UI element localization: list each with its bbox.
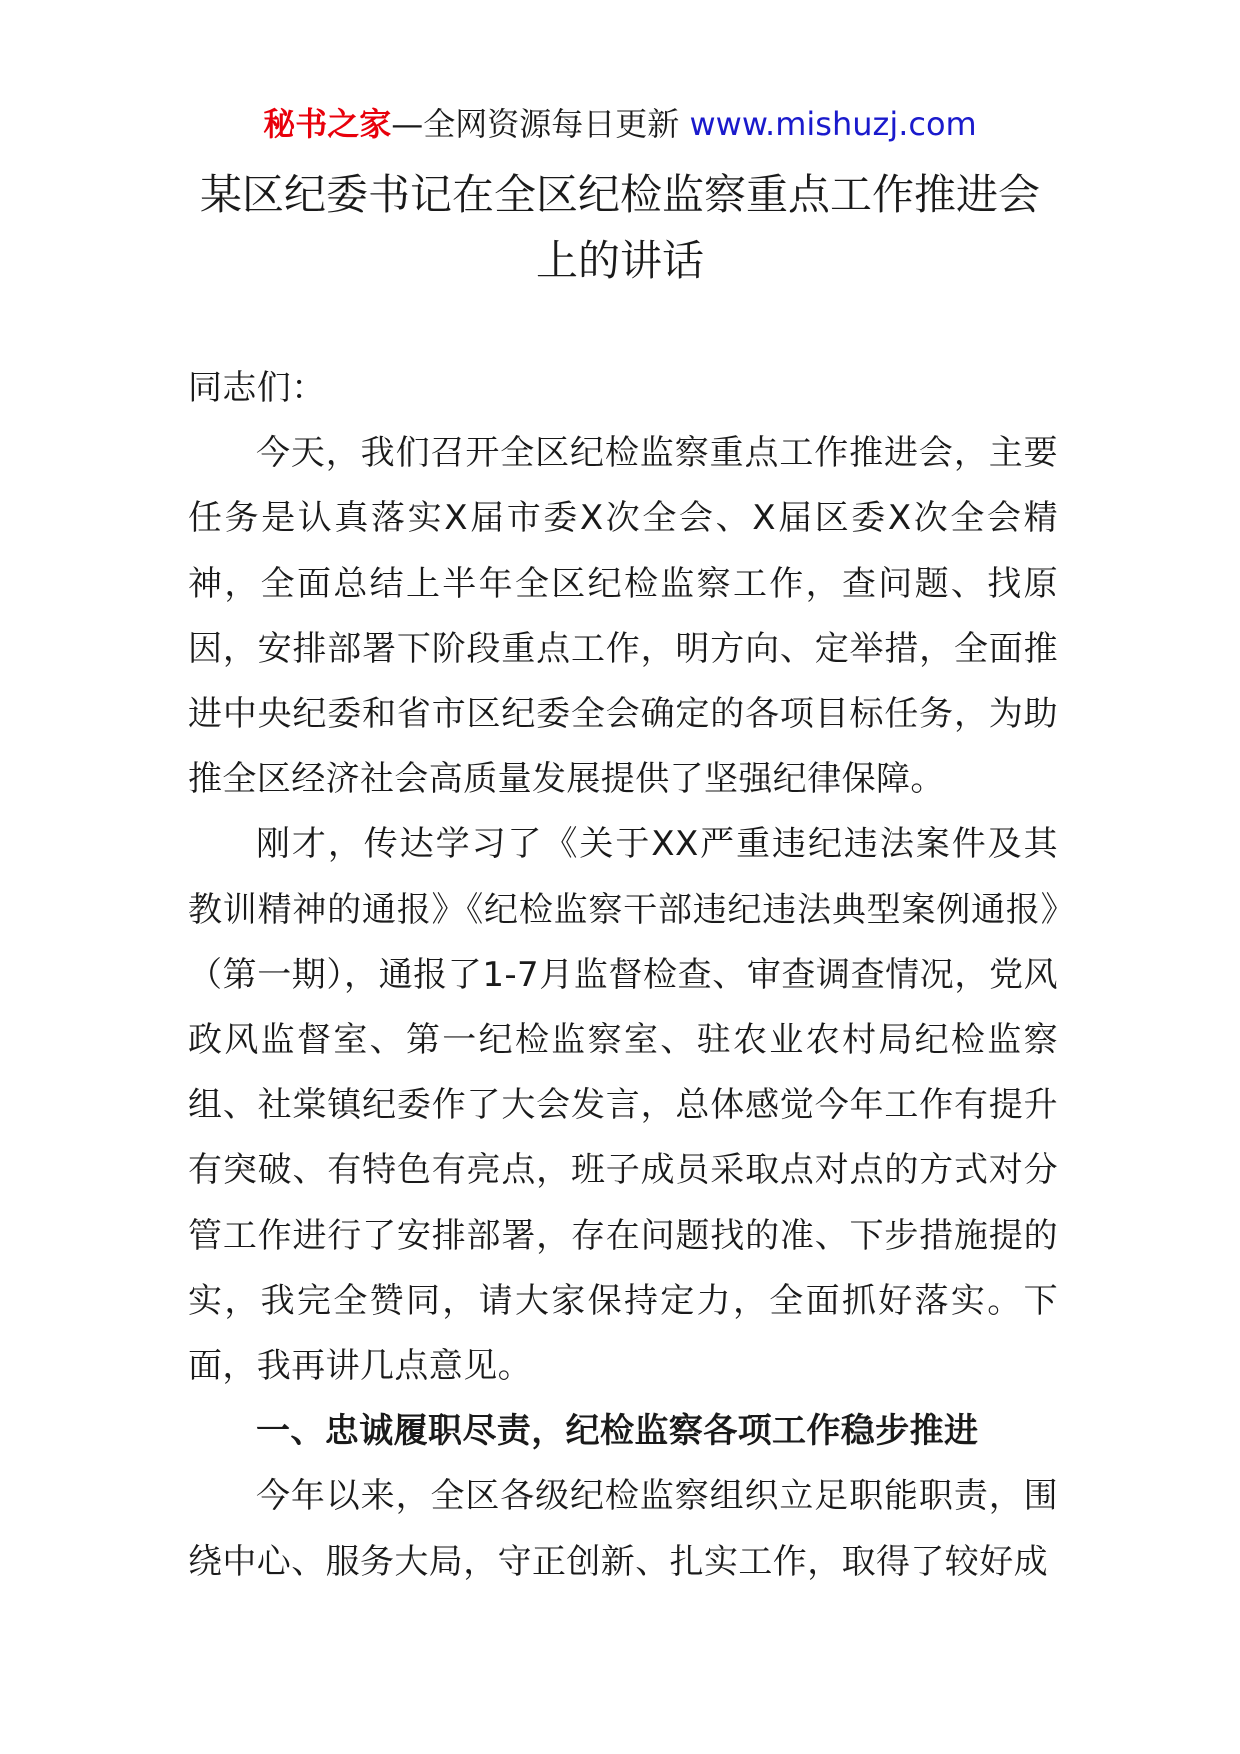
document-body <box>188 356 1058 1595</box>
salutation: 同志们： <box>188 368 326 408</box>
site-header <box>0 100 1240 148</box>
title-line-2: 上的讲话 <box>535 236 704 285</box>
paragraph-2: 刚才，传达学习了《关于XX严重违纪违法案件及其教训精神的通报》《纪检监察干部违纪违法典型案例通报》（第一期），通报了1-7月监督检查、审查调查情况，党风政风监督室、第一纪检监察室、驻农业农村局纪检监察组、社棠镇纪委作了大会发言，总体感觉今年工作有提升有突破、有特色有亮点，班子成员采取点对点的方式对分管工作进行了安排部署，存在问题找的准、下步措施提的实，我完全赞同，请大家保持定力，全面抓好落实。下面，我再讲几点意见。 <box>188 824 1058 1387</box>
brand-name: 秘书之家 <box>263 105 392 143</box>
section-heading-1: 一、忠诚履职尽责，纪检监察各项工作稳步推进 <box>256 1411 979 1452</box>
section-paragraph-1: 今年以来，全区各级纪检监察组织立足职能职责，围绕中心、服务大局，守正创新、扎实工作，取得了较好成 <box>188 1476 1058 1582</box>
paragraph-1: 今天，我们召开全区纪检监察重点工作推进会，主要任务是认真落实X届市委X次全会、X届区委X次全会精神，全面总结上半年全区纪检监察工作，查问题、找原因，安排部署下阶段重点工作，明方向、定举措，全面推进中央纪委和省市区纪委全会确定的各项目标任务，为助推全区经济社会高质量发展提供了坚强纪律保障。 <box>188 433 1058 800</box>
site-url-link[interactable]: www.mishuzj.com <box>689 105 977 143</box>
header-tagline: —全网资源每日更新 <box>391 105 690 143</box>
document-title <box>180 162 1060 294</box>
title-line-1: 某区纪委书记在全区纪检监察重点工作推进会 <box>199 170 1040 219</box>
